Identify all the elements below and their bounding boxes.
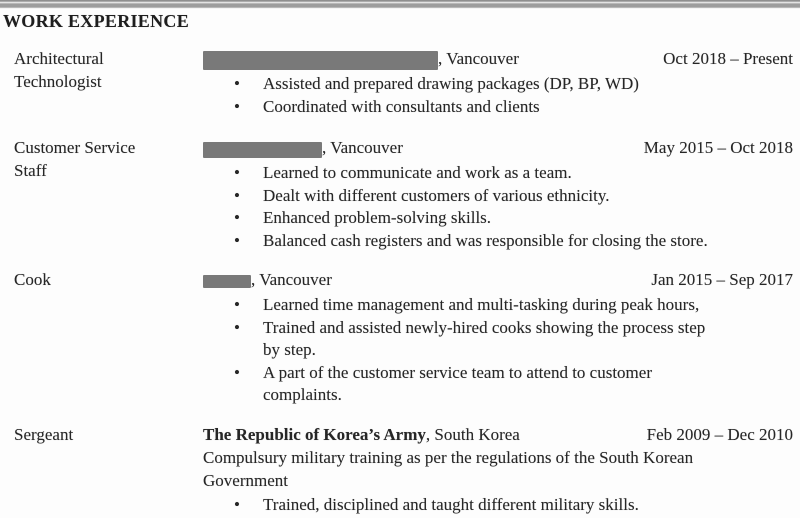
bullet-item: • Assisted and prepared drawing packages (DP, BP, WD) (203, 73, 709, 96)
section-heading: WORK EXPERIENCE (3, 11, 190, 31)
date-range: Jan 2015 – Sep 2017 (651, 270, 793, 289)
bullet-item: • A part of the customer service team to attend to customer complaints. (203, 362, 709, 407)
entry-content (203, 48, 793, 118)
bullet-item: • Enhanced problem-solving skills. (203, 207, 709, 230)
job-location: , Vancouver (322, 138, 403, 157)
bullet-list (203, 294, 709, 407)
bullet-item: • Dealt with different customers of various ethnicity. (203, 185, 709, 208)
bullet-item: • Trained and assisted newly-hired cooks showing the process step by step. (203, 317, 709, 362)
job-location: , Vancouver (251, 270, 332, 289)
entry-header (203, 424, 793, 447)
job-location: , South Korea (425, 425, 520, 444)
entry-header (203, 137, 793, 160)
job-title: Cook (14, 270, 51, 289)
redacted-employer-box (203, 275, 251, 288)
date-range: Feb 2009 – Dec 2010 (646, 425, 793, 444)
job-title: Architectural Technologist (14, 49, 104, 91)
bullet-item: • Learned time management and multi-tasking during peak hours, (203, 294, 709, 317)
job-location: , Vancouver (438, 49, 519, 68)
job-description: Compulsury military training as per the regulations of the South Korean Government (203, 448, 694, 490)
entry-header (203, 269, 793, 292)
redacted-employer-box (203, 142, 322, 158)
job-title: Customer Service Staff (14, 138, 136, 180)
section-top-divider (0, 0, 800, 9)
bullet-item: • Coordinated with consultants and clients (203, 96, 709, 119)
bullet-item: • Trained, disciplined and taught different military skills. (203, 494, 709, 517)
bullet-list (203, 494, 709, 517)
date-range: May 2015 – Oct 2018 (643, 138, 793, 157)
entry-header (203, 48, 793, 71)
bullet-item: • Learned to communicate and work as a team. (203, 162, 709, 185)
entry-content (203, 137, 793, 252)
entry-content (203, 269, 793, 407)
bullet-item: • Balanced cash registers and was responsible for closing the store. (203, 230, 709, 253)
date-range: Oct 2018 – Present (663, 49, 793, 68)
employer-name: The Republic of Korea’s Army (203, 425, 426, 444)
job-title: Sergeant (14, 425, 74, 444)
bullet-list (203, 73, 709, 118)
redacted-employer-box (203, 51, 438, 70)
bullet-list (203, 162, 709, 252)
entry-content (203, 424, 793, 517)
